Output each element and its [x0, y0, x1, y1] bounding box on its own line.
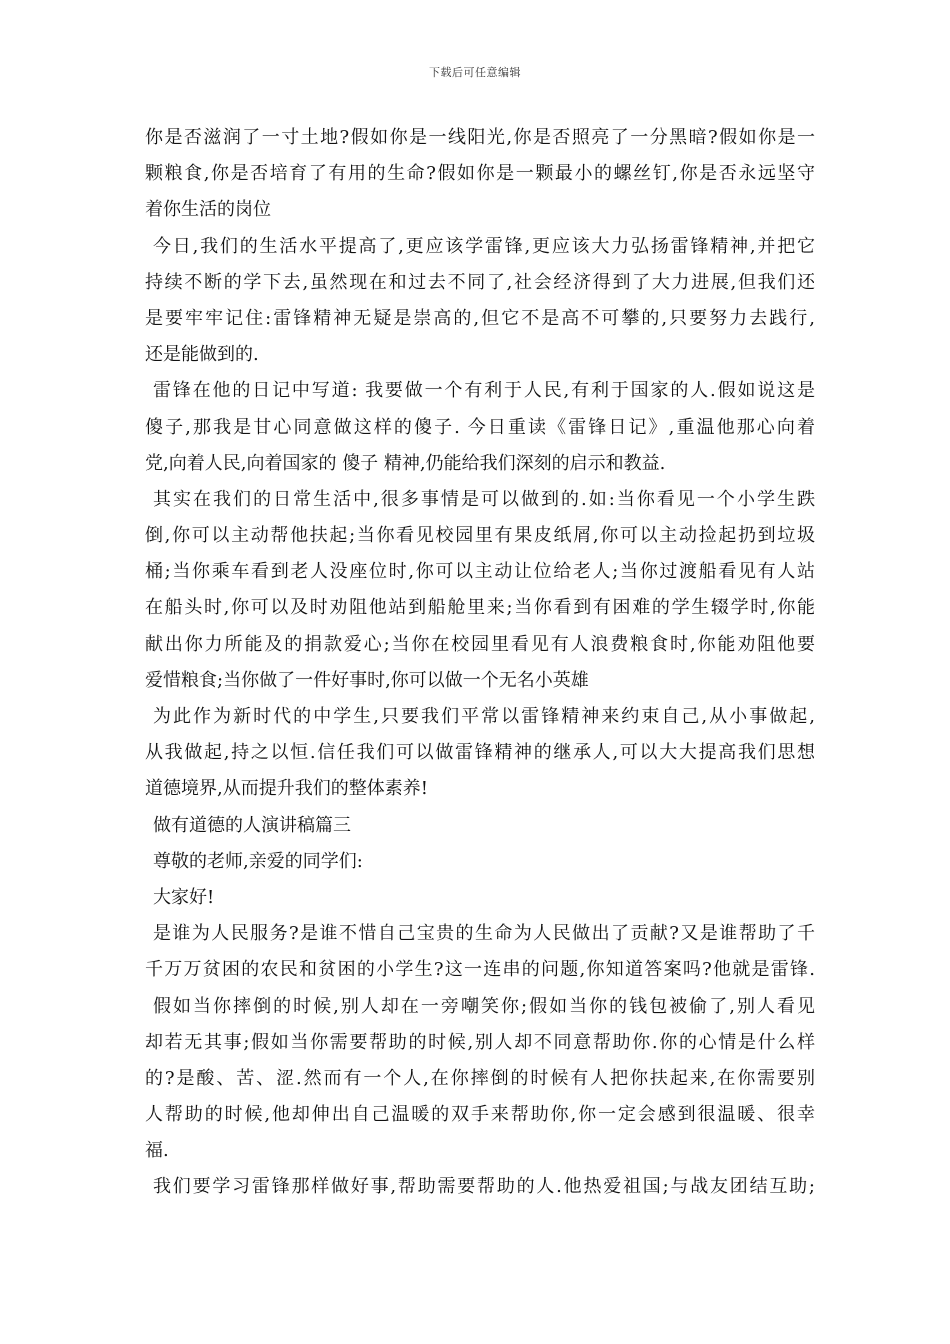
text-line: 爱惜粮食;当你做了一件好事时,你可以做一个无名小英雄 — [145, 669, 589, 691]
text-line: 倒,你可以主动帮他扶起;当你看见校园里有果皮纸屑,你可以主动捡起扔到垃圾 — [145, 525, 815, 547]
text-line: 桶;当你乘车看到老人没座位时,你可以主动让位给老人;当你过渡船看见有人站 — [145, 561, 815, 583]
text-line: 持续不断的学下去,虽然现在和过去不同了,社会经济得到了大力进展,但我们还 — [145, 271, 815, 293]
text-line: 做有道德的人演讲稿篇三 — [153, 814, 351, 836]
text-line: 福. — [145, 1140, 169, 1162]
text-line: 雷锋在他的日记中写道: 我要做一个有利于人民,有利于国家的人.假如说这是 — [153, 380, 815, 402]
text-line: 人帮助的时候,他却伸出自己温暖的双手来帮助你,你一定会感到很温暖、很幸 — [145, 1104, 815, 1126]
text-line: 道德境界,从而提升我们的整体素养! — [145, 778, 428, 800]
text-line: 献出你力所能及的捐款爱心;当你在校园里看见有人浪费粮食时,你能劝阻他要 — [145, 633, 815, 655]
text-line: 是谁为人民服务?是谁不惜自己宝贵的生命为人民做出了贡献?又是谁帮助了千 — [153, 923, 815, 945]
text-line: 傻子,那我是甘心同意做这样的傻子. 今日重读《雷锋日记》,重温他那心向着 — [145, 416, 815, 438]
document-body — [145, 120, 815, 1206]
text-line: 还是能做到的. — [145, 344, 259, 366]
text-line: 假如当你摔倒的时候,别人却在一旁嘲笑你;假如当你的钱包被偷了,别人看见 — [153, 995, 815, 1017]
text-line: 为此作为新时代的中学生,只要我们平常以雷锋精神来约束自己,从小事做起, — [153, 706, 815, 727]
text-line: 在船头时,你可以及时劝阻他站到船舱里来;当你看到有困难的学生辍学时,你能 — [145, 597, 815, 619]
text-line: 今日,我们的生活水平提高了,更应该学雷锋,更应该大力弘扬雷锋精神,并把它 — [153, 235, 815, 257]
text-line: 千万万贫困的农民和贫困的小学生?这一连串的问题,你知道答案吗?他就是雷锋. — [145, 959, 815, 981]
text-line: 大家好! — [153, 886, 215, 908]
text-line: 我们要学习雷锋那样做好事,帮助需要帮助的人.他热爱祖国;与战友团结互助; — [153, 1176, 815, 1198]
text-line: 着你生活的岗位 — [145, 199, 271, 221]
text-line: 党,向着人民,向着国家的 傻子 精神,仍能给我们深刻的启示和教益. — [145, 452, 666, 474]
text-line: 从我做起,持之以恒.信任我们可以做雷锋精神的继承人,可以大大提高我们思想 — [145, 742, 815, 764]
text-line: 你是否滋润了一寸土地?假如你是一线阳光,你是否照亮了一分黑暗?假如你是一 — [145, 127, 815, 148]
text-line: 尊敬的老师,亲爱的同学们: — [153, 850, 363, 872]
text-line: 其实在我们的日常生活中,很多事情是可以做到的.如:当你看见一个小学生跌 — [153, 488, 815, 510]
text-line: 却若无其事;假如当你需要帮助的时候,别人却不同意帮助你.你的心情是什么样 — [145, 1031, 815, 1053]
text-line: 颗粮食,你是否培育了有用的生命?假如你是一颗最小的螺丝钉,你是否永远坚守 — [145, 163, 815, 185]
text-line: 是要牢牢记住:雷锋精神无疑是崇高的,但它不是高不可攀的,只要努力去践行, — [145, 307, 815, 329]
page-header: 下载后可任意编辑 — [429, 66, 521, 79]
text-line: 的?是酸、苦、涩.然而有一个人,在你摔倒的时候有人把你扶起来,在你需要别 — [145, 1067, 815, 1089]
